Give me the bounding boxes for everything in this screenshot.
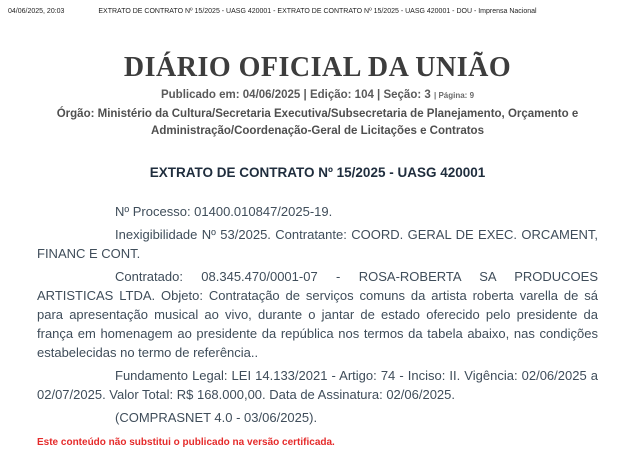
print-datetime: 04/06/2025, 20:03 (8, 8, 65, 15)
dou-title: DIÁRIO OFICIAL DA UNIÃO (123, 52, 512, 83)
article (0, 165, 635, 448)
paragraph-contratado: Contratado: 08.345.470/0001-07 - ROSA-ROBERTA SA PRODUCOES ARTISTICAS LTDA. Objeto: Contratação de serviços comuns da artista roberta varella de sá para apresentação musical ao vivo, durante o jantar de estado oferecido pelo presidente da frança em homenagem ao presidente da república nos termos da tabela abaixo, nas condições estabelecidas no termo de referência.. (37, 269, 598, 360)
article-body (0, 202, 635, 427)
paragraph-processo: Nº Processo: 01400.010847/2025-19. (115, 204, 333, 219)
paragraph-inexigibilidade: Inexigibilidade Nº 53/2025. Contratante: COORD. GERAL DE EXEC. ORCAMENT, FINANC E CONT. (37, 227, 598, 261)
dou-masthead (0, 54, 635, 140)
paragraph-comprasnet: (COMPRASNET 4.0 - 03/06/2025). (115, 410, 318, 425)
article-heading: EXTRATO DE CONTRATO Nº 15/2025 - UASG 420001 (149, 165, 486, 180)
paragraph-fundamento-legal: Fundamento Legal: LEI 14.133/2021 - Artigo: 74 - Inciso: II. Vigência: 02/06/2025 a 02/07/2025. Valor Total: R$ 168.000,00. Data de Assinatura: 02/06/2025. (37, 368, 598, 402)
publication-meta-main: Publicado em: 04/06/2025 | Edição: 104 | Seção: 3 (160, 89, 431, 101)
browser-print-header (0, 0, 635, 30)
publication-meta (0, 89, 635, 101)
publication-page-number: | Página: 9 (433, 91, 475, 100)
organ-line: Órgão: Ministério da Cultura/Secretaria Executiva/Subsecretaria de Planejamento, Orçamento e Administração/Coordenação-Geral de Licitações e Contratos (56, 108, 579, 137)
certified-version-disclaimer: Este conteúdo não substitui o publicado na versão certificada. (37, 437, 335, 448)
print-document-title: EXTRATO DE CONTRATO Nº 15/2025 - UASG 420001 - EXTRATO DE CONTRATO Nº 15/2025 - UASG 420001 - DOU - Imprensa Nacional (98, 8, 537, 15)
